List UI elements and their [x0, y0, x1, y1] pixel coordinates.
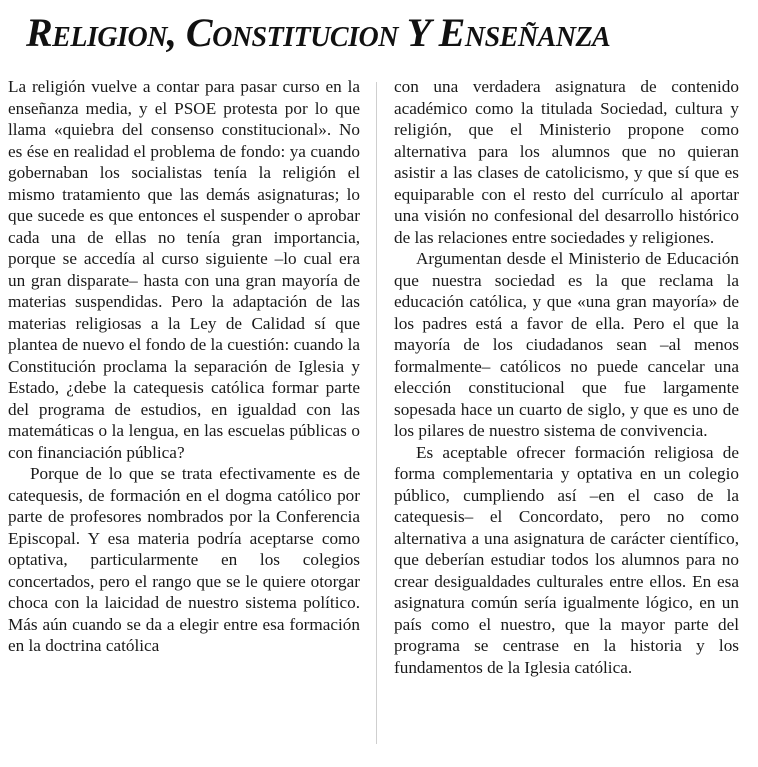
paragraph: Porque de lo que se trata efectivamente es de catequesis, de formación en el dogma católico por parte de profesores nombrados por la Conferencia Episcopal. Y esa materia podría aceptarse como optativa, particularmente en los colegios concertados, pero el rango que se le quiere otorgar choca con la laicidad de nuestro sistema político. Más aún cuando se da a elegir entre esa formación en la doctrina católica	[8, 464, 360, 655]
paragraph: Argumentan desde el Ministerio de Educación que nuestra sociedad es la que reclama la educación católica, y que «una gran mayoría» de los padres está a favor de ella. Pero el que la mayoría de los ciudadanos sean –al menos formalmente– católicos no puede cancelar una elección constitucional que fue largamente sopesada hace un cuarto de siglo, y que es uno de los pilares de nuestro sistema de convivencia.	[394, 249, 739, 440]
headline: Religion, Constitucion Y Enseñanza	[26, 10, 611, 55]
column-divider	[376, 82, 377, 744]
paragraph: La religión vuelve a contar para pasar curso en la enseñanza media, y el PSOE protesta por lo que llama «quiebra del consenso constitucional». No es ése en realidad el problema de fondo: ya cuando gobernaban los socialistas tenía la religión el mismo tratamiento que las demás asignaturas; lo que sucede es que entonces el suspender o aprobar cada una de ellas no tenía gran importancia, porque se accedía al curso siguiente –lo cual era un gran disparate– hasta con una gran mayoría de materias suspendidas. Pero la adaptación de las materias religiosas a la Ley de Calidad sí que plantea de nuevo el fondo de la cuestión: cuando la Constitución proclama la separación de Iglesia y Estado, ¿debe la catequesis católica formar parte del programa de estudios, en igualdad con las matemáticas o la lengua, en las escuelas públicas o con financiación pública?	[8, 77, 360, 462]
left-column	[8, 76, 360, 657]
right-column	[394, 76, 739, 678]
paragraph: Es aceptable ofrecer formación religiosa de forma complementaria y optativa en un colegio público, cumpliendo así –en el caso de la catequesis– el Concordato, pero no como alternativa a una asignatura de carácter científico, que deberían estudiar todos los alumnos para no crear desigualdades culturales entre ellos. En esa asignatura común sería igualmente lógico, en un país como el nuestro, que la mayor parte del programa se centrase en la historia y los fundamentos de la Iglesia católica.	[394, 442, 739, 677]
paragraph: con una verdadera asignatura de contenido académico como la titulada Sociedad, cultura y religión, que el Ministerio propone como alternativa para los alumnos que no quieran asistir a las clases de catolicismo, y que sí que es equiparable con el resto del currículo al aportar una visión no confesional del desarrollo histórico de las relaciones entre sociedades y religiones.	[394, 77, 739, 247]
